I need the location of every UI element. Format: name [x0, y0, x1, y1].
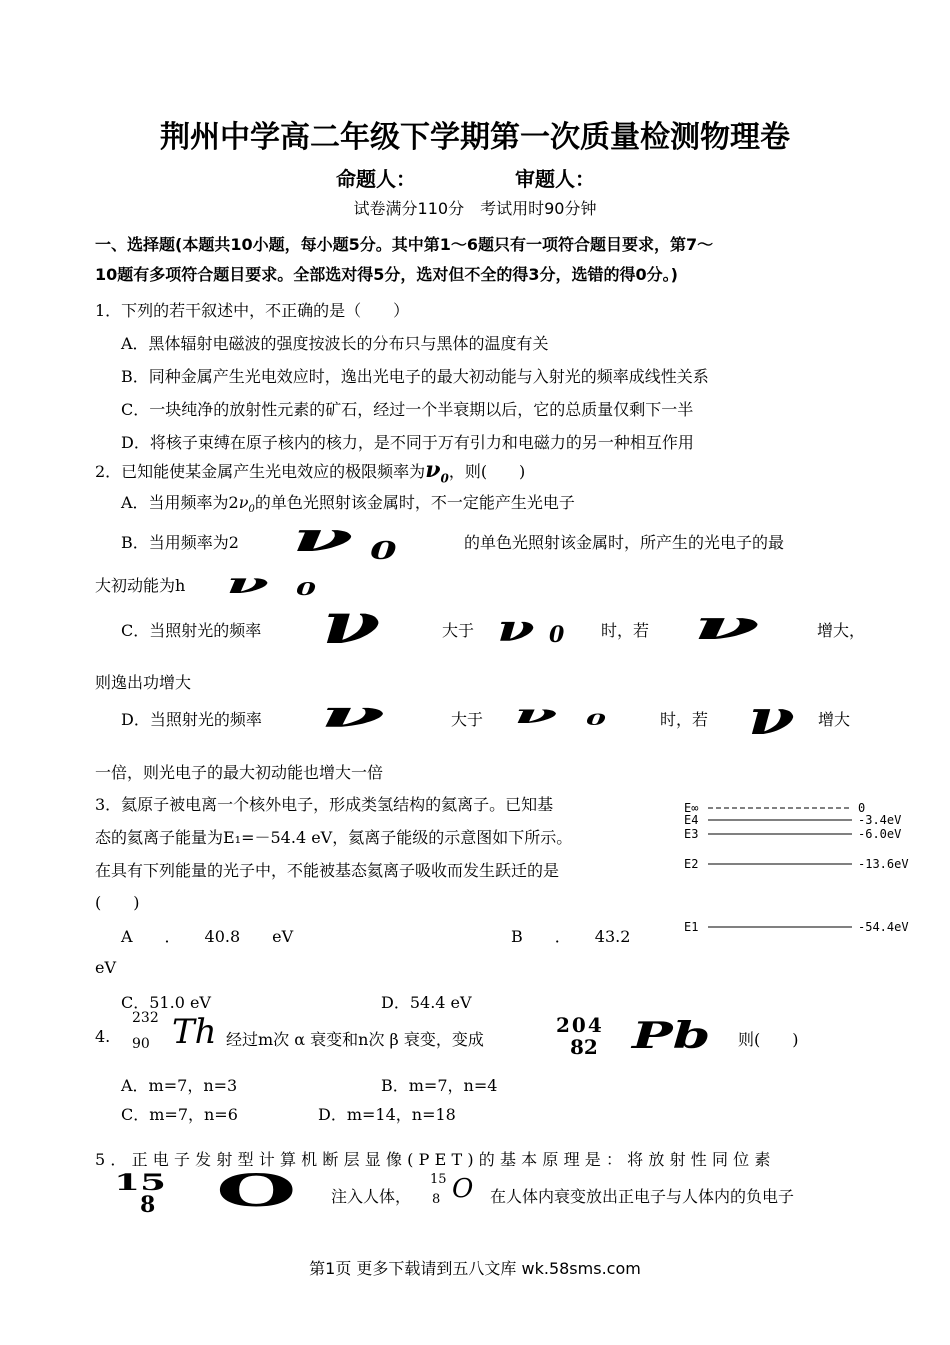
level-label: E∞ — [684, 801, 699, 815]
q2-option-d-text-3: 时，若 — [660, 710, 709, 729]
energy-level-diagram — [680, 796, 920, 941]
q5-line1: 5．正电子发射型计算机断层显像(PET)的基本原理是：将放射性同位素 — [95, 1150, 776, 1169]
q3-option-b: B ． 43.2 — [511, 927, 631, 946]
nu-symbol: ν — [322, 591, 381, 657]
q4-mid-text: 经过m次 α 衰变和n次 β 衰变，变成 — [226, 1030, 484, 1049]
q2-stem-text: 2．已知能使某金属产生光电效应的极限频率为 — [95, 462, 426, 481]
q1-option-d: D．将核子束缚在原子核内的核力，是不同于万有引力和电磁力的另一种相互作用 — [121, 433, 694, 452]
q2-option-b-text: B．当用频率为2 — [121, 533, 239, 552]
q3-line2: 态的氦离子能量为E₁=－54.4 eV，氦离子能级的示意图如下所示。 — [95, 828, 573, 847]
q3-option-a: A ． 40.8 eV — [121, 927, 294, 946]
level-value: -13.6eV — [858, 857, 909, 871]
oxygen-isotope-small: 15 8 O — [430, 1172, 474, 1207]
q2-option-b-text-2: 的单色光照射该金属时，所产生的光电子的最 — [464, 533, 785, 552]
lead-isotope: 204 82 Pb — [556, 1013, 711, 1059]
level-label: E4 — [684, 813, 699, 827]
section-heading-line1: 一、选择题(本题共10小题，每小题5分。其中第1～6题只有一项符合题目要求，第7～ — [95, 235, 714, 254]
level-label: E1 — [684, 920, 699, 934]
q4-option-b: B．m=7，n=4 — [381, 1076, 498, 1095]
q3-line3: 在具有下列能量的光子中，不能被基态氦离子吸收而发生跃迁的是 — [95, 861, 560, 880]
q3-line1: 3．氦原子被电离一个核外电子，形成类氢结构的氦离子。已知基 — [95, 795, 554, 814]
q4-end-text: 则( ) — [738, 1030, 799, 1049]
q3-option-b-unit: eV — [95, 958, 117, 977]
q4-number: 4. — [95, 1027, 111, 1046]
q1-option-b: B．同种金属产生光电效应时，逸出光电子的最大初动能与入射光的频率成线性关系 — [121, 367, 709, 386]
thorium-isotope: 232 90 Th — [132, 1010, 217, 1052]
q2-option-c-text-5: 则逸出功增大 — [95, 673, 192, 692]
level-value: -54.4eV — [858, 920, 909, 934]
nu-symbol: ν — [320, 694, 385, 736]
nu0-symbol: $\nu_0$ — [425, 457, 449, 486]
q1-option-c: C．一块纯净的放射性元素的矿石，经过一个半衰期以后，它的总质量仅剩下一半 — [121, 400, 694, 419]
level-label: E2 — [684, 857, 699, 871]
q2-stem — [95, 457, 525, 485]
level-label: E3 — [684, 827, 699, 841]
page-title: 荆州中学高二年级下学期第一次质量检测物理卷 — [160, 120, 790, 155]
q2-option-c-text-4: 增大， — [817, 621, 866, 640]
q2-option-d-text: D．当照射光的频率 — [121, 710, 262, 729]
q3-option-d: D．54.4 eV — [381, 993, 472, 1012]
q2-option-d-text-4: 增大 — [818, 710, 851, 729]
section-heading-line2: 10题有多项符合题目要求。全部选对得5分，选对但不全的得3分，选错的得0分。) — [95, 265, 678, 284]
level-value: -6.0eV — [858, 827, 902, 841]
oxygen-isotope-large: 15 8 O — [114, 1166, 297, 1218]
q2-option-d-text-2: 大于 — [451, 710, 484, 729]
q2-option-c-text: C．当照射光的频率 — [121, 621, 262, 640]
q5-end-text: 在人体内衰变放出正电子与人体内的负电子 — [490, 1187, 795, 1206]
page-footer: 第1页 更多下载请到五八文库 wk.58sms.com — [309, 1259, 641, 1278]
q1-stem: 1．下列的若干叙述中，不正确的是（ ） — [95, 301, 410, 320]
reviewer-label: 审题人： — [515, 167, 595, 191]
level-value: 0 — [858, 801, 866, 815]
nu0-large-symbol: ν 0 — [292, 514, 397, 565]
nu0-symbol: ν 0 — [514, 700, 607, 730]
q2-option-d-text-5: 一倍，则光电子的最大初动能也增大一倍 — [95, 763, 384, 782]
nu0-small-symbol: ν 0 — [226, 567, 317, 600]
q5-mid-text: 注入人体， — [331, 1187, 412, 1206]
q2-stem-end: ，则( ) — [448, 462, 526, 481]
setter-label: 命题人： — [336, 167, 416, 191]
q4-option-d: D．m=14，n=18 — [318, 1105, 456, 1124]
level-value: -3.4eV — [858, 813, 902, 827]
nu0-symbol: $\nu_0$ — [238, 493, 255, 516]
nu-symbol: ν — [693, 602, 760, 649]
q4-option-c: C．m=7，n=6 — [121, 1105, 238, 1124]
nu-symbol: ν — [748, 690, 795, 746]
q3-line4: ( ) — [95, 893, 140, 912]
exam-info: 试卷满分110分 考试用时90分钟 — [353, 199, 597, 218]
q3-option-c: C．51.0 eV — [121, 993, 211, 1012]
q2-option-c-text-3: 时，若 — [601, 621, 650, 640]
q1-option-a: A．黑体辐射电磁波的强度按波长的分布只与黑体的温度有关 — [121, 334, 549, 353]
q2-option-b-text-3: 大初动能为h — [95, 576, 186, 595]
q4-option-a: A．m=7，n=3 — [121, 1076, 238, 1095]
q2-option-a: A．当用频率为$2\nu_0$的单色光照射该金属时，不一定能产生光电子 — [121, 493, 575, 516]
nu0-symbol: ν 0 — [497, 608, 565, 650]
q2-option-c-text-2: 大于 — [442, 621, 475, 640]
